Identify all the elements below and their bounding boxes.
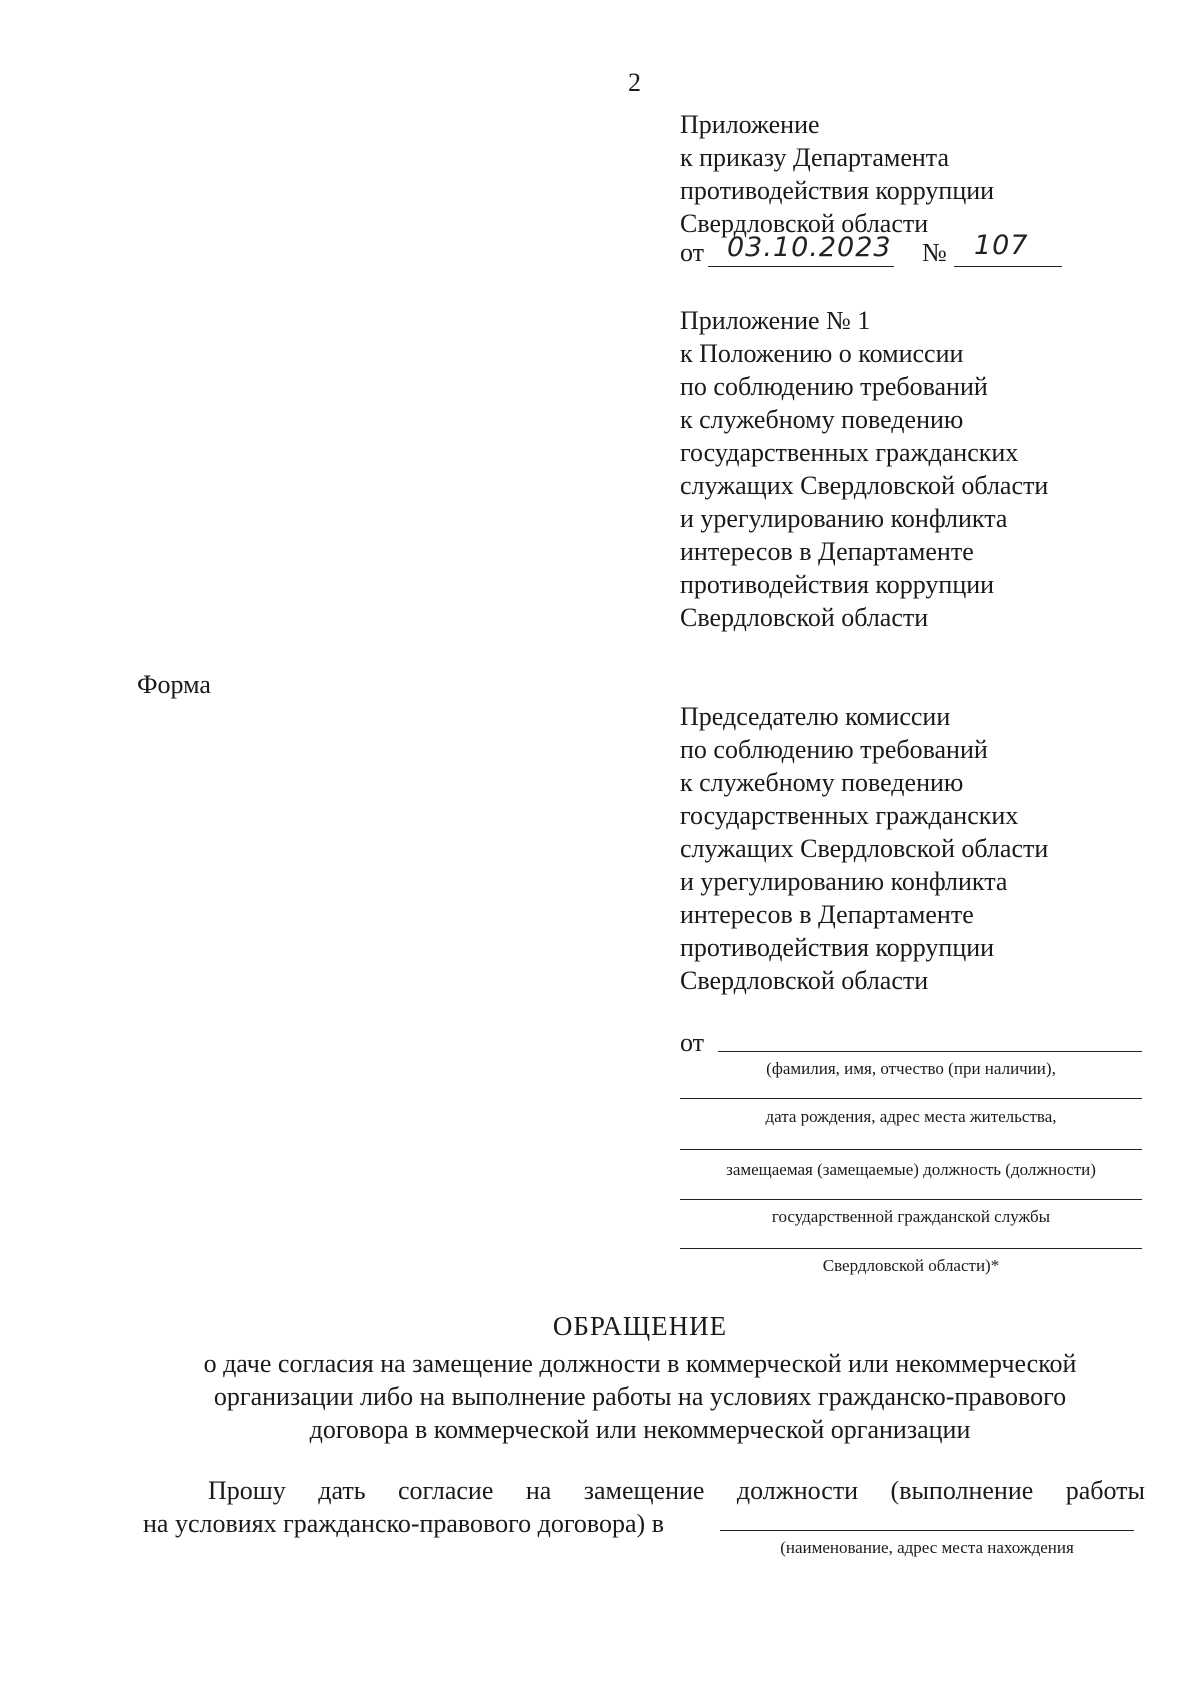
addressee-line: интересов в Департаменте: [680, 900, 974, 929]
appendix-regulation-line: по соблюдению требований: [680, 372, 988, 401]
sender-birth-line: [680, 1098, 1142, 1099]
organization-line: [720, 1530, 1134, 1531]
appendix-order-line: противодействия коррупции: [680, 176, 995, 205]
addressee-line: Свердловской области: [680, 966, 929, 995]
appendix-regulation-line: к служебному поведению: [680, 405, 964, 434]
appendix-regulation-line: интересов в Департаменте: [680, 537, 974, 566]
page-number: 2: [628, 68, 641, 97]
number-underline: [954, 266, 1062, 267]
sender-caption: Свердловской области)*: [822, 1256, 1000, 1275]
appendix-order-line: Свердловской области: [680, 209, 929, 238]
date-underline: [708, 266, 894, 267]
appendix-order-line: к приказу Департамента: [680, 143, 950, 172]
date-prefix: от: [680, 238, 705, 267]
document-title: [0, 1310, 1200, 1446]
sender-position-line: [680, 1149, 1142, 1150]
appendix-order-line: Приложение: [680, 110, 820, 139]
form-label: Форма: [137, 670, 211, 699]
order-number-value: 107: [974, 230, 1029, 261]
order-date-value: 03.10.2023: [727, 232, 892, 263]
appendix-regulation-line: и урегулированию конфликта: [680, 504, 1008, 533]
appendix-regulation-line: противодействия коррупции: [680, 570, 995, 599]
sender-region-line: [680, 1248, 1142, 1249]
sender-caption: государственной гражданской службы: [771, 1207, 1051, 1226]
addressee-line: Председателю комиссии: [680, 702, 951, 731]
addressee-line: и урегулированию конфликта: [680, 867, 1008, 896]
appendix-regulation-block: [680, 304, 1048, 634]
addressee-line: по соблюдению требований: [680, 735, 988, 764]
appendix-regulation-line: Приложение № 1: [680, 306, 871, 335]
appendix-regulation-line: к Положению о комиссии: [680, 339, 964, 368]
appendix-regulation-line: государственных гражданских: [680, 438, 1019, 467]
request-line: Прошу дать согласие на замещение должности (выполнение работы: [208, 1476, 1145, 1505]
addressee-block: [680, 700, 1048, 997]
document-heading: ОБРАЩЕНИЕ: [552, 1311, 728, 1341]
sender-prefix: от: [680, 1028, 705, 1057]
appendix-order-block: [680, 108, 994, 240]
sender-caption: (фамилия, имя, отчество (при наличии),: [766, 1059, 1056, 1078]
addressee-line: служащих Свердловской области: [680, 834, 1049, 863]
appendix-regulation-line: Свердловской области: [680, 603, 929, 632]
addressee-line: к служебному поведению: [680, 768, 964, 797]
document-subtitle-line: организации либо на выполнение работы на условиях гражданско-правового: [213, 1382, 1067, 1411]
sender-name-line: [718, 1051, 1142, 1052]
sender-caption: дата рождения, адрес места жительства,: [765, 1107, 1057, 1126]
organization-caption: (наименование, адрес места нахождения: [780, 1538, 1074, 1557]
request-line: на условиях гражданско-правового договора) в: [143, 1509, 664, 1538]
document-subtitle-line: договора в коммерческой или некоммерческой организации: [309, 1415, 971, 1444]
addressee-line: государственных гражданских: [680, 801, 1019, 830]
sender-caption: замещаемая (замещаемые) должность (должности): [726, 1160, 1096, 1179]
number-sign: №: [922, 238, 947, 267]
addressee-line: противодействия коррупции: [680, 933, 995, 962]
appendix-regulation-line: служащих Свердловской области: [680, 471, 1049, 500]
document-subtitle-line: о даче согласия на замещение должности в коммерческой или некоммерческой: [203, 1349, 1077, 1378]
sender-service-line: [680, 1199, 1142, 1200]
